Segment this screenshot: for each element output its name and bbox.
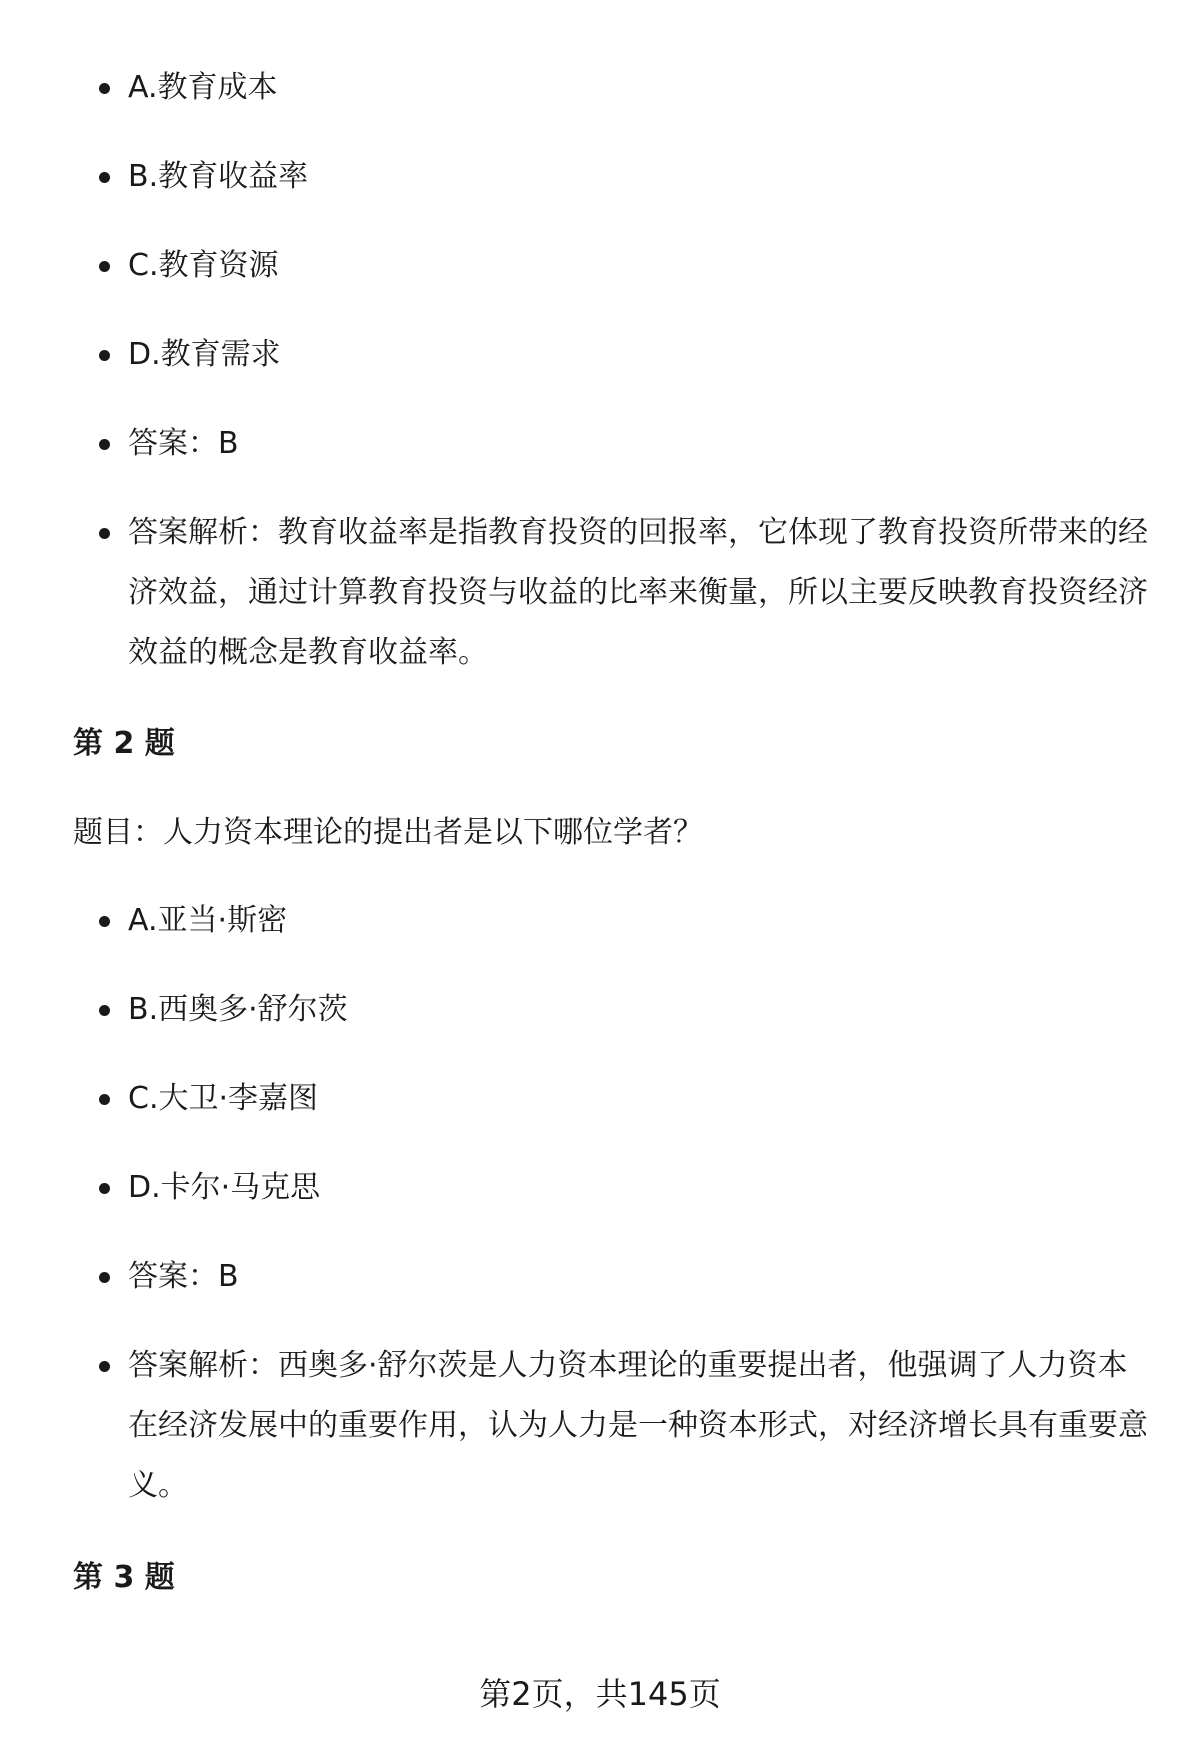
q2-option-d: D.卡尔·马克思 bbox=[128, 1158, 1148, 1218]
q2-question: 题目：人力资本理论的提出者是以下哪位学者？ bbox=[73, 815, 703, 850]
q2-option-b: B.西奥多·舒尔茨 bbox=[128, 980, 1148, 1040]
q1-option-b: B.教育收益率 bbox=[128, 147, 1148, 207]
q2-answer: 答案：B bbox=[128, 1247, 1148, 1307]
q1-option-a: A.教育成本 bbox=[128, 58, 1148, 118]
q2-heading: 第 2 题 bbox=[73, 726, 175, 761]
q2-option-a: A.亚当·斯密 bbox=[128, 891, 1148, 951]
q1-explanation: 答案解析：教育收益率是指教育投资的回报率，它体现了教育投资所带来的经济效益，通过计算教育投资与收益的比率来衡量，所以主要反映教育投资经济效益的概念是教育收益率。 bbox=[128, 503, 1148, 683]
q3-heading: 第 3 题 bbox=[73, 1560, 175, 1595]
q1-option-d: D.教育需求 bbox=[128, 325, 1148, 385]
q1-answer: 答案：B bbox=[128, 414, 1148, 474]
q1-option-c: C.教育资源 bbox=[128, 236, 1148, 296]
q2-explanation: 答案解析：西奥多·舒尔茨是人力资本理论的重要提出者，他强调了人力资本在经济发展中的重要作用，认为人力是一种资本形式，对经济增长具有重要意义。 bbox=[128, 1336, 1148, 1516]
q2-option-c: C.大卫·李嘉图 bbox=[128, 1069, 1148, 1129]
page-number: 第2页，共145页 bbox=[479, 1675, 721, 1713]
